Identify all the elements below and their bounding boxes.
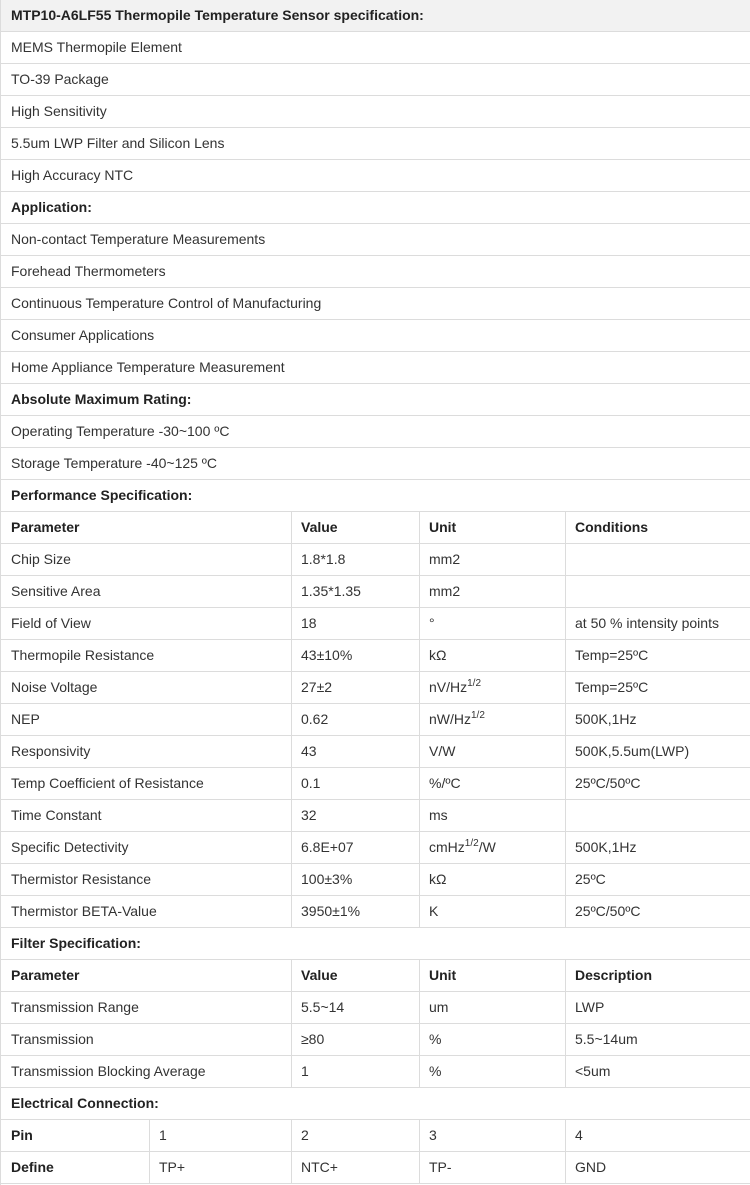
application-item: Continuous Temperature Control of Manufacturing: [11, 295, 322, 311]
unit-cell: [419, 800, 565, 831]
filter-heading-row: [1, 928, 750, 960]
conditions-cell: 25ºC: [575, 871, 606, 887]
performance-table-row: [1, 896, 750, 928]
filter-table-row: [1, 1024, 750, 1056]
feature-row: [1, 64, 750, 96]
unit-cell: [419, 576, 565, 607]
performance-table-row: [1, 864, 750, 896]
performance-column-header: Parameter: [11, 519, 80, 535]
unit-cell: [419, 544, 565, 575]
filter-heading: Filter Specification:: [11, 935, 141, 951]
performance-table-row: [1, 608, 750, 640]
parameter-cell: Specific Detectivity: [11, 839, 129, 855]
pin-number: 4: [575, 1127, 583, 1143]
value-cell: 0.1: [301, 775, 321, 791]
unit-cell: [419, 768, 565, 799]
define-row: [1, 1152, 750, 1184]
parameter-cell: Noise Voltage: [11, 679, 98, 695]
conditions-cell: 25ºC/50ºC: [575, 775, 641, 791]
performance-table-row: [1, 672, 750, 704]
performance-column-header: Unit: [429, 519, 457, 535]
conditions-cell: Temp=25ºC: [575, 679, 649, 695]
define-label: Define: [11, 1159, 54, 1175]
conditions-cell: 25ºC/50ºC: [575, 903, 641, 919]
unit-text: ms: [429, 807, 448, 823]
value-cell: 18: [301, 615, 317, 631]
parameter-cell: Chip Size: [11, 551, 71, 567]
unit-superscript: 1/2: [471, 710, 485, 721]
performance-heading: Performance Specification:: [11, 487, 193, 503]
application-row: [1, 224, 750, 256]
performance-table-row: [1, 736, 750, 768]
feature-item: MEMS Thermopile Element: [11, 39, 182, 55]
performance-column-header: Conditions: [575, 519, 649, 535]
filter-column-header: Description: [575, 967, 653, 983]
spec-title-row: [1, 0, 750, 32]
value-cell: 32: [301, 807, 317, 823]
value-cell: 43: [301, 743, 317, 759]
description-cell: 5.5~14um: [575, 1031, 638, 1047]
unit-text: kΩ: [429, 647, 447, 663]
unit-text: K: [429, 903, 439, 919]
performance-heading-row: [1, 480, 750, 512]
parameter-cell: Transmission: [11, 1031, 94, 1047]
spec-title: MTP10-A6LF55 Thermopile Temperature Sensor specification:: [11, 7, 424, 23]
performance-column-header: Value: [301, 519, 338, 535]
unit-superscript: 1/2: [464, 838, 479, 849]
feature-item: High Accuracy NTC: [11, 167, 134, 183]
application-row: [1, 288, 750, 320]
performance-header-row: [1, 512, 750, 544]
application-item: Forehead Thermometers: [11, 263, 166, 279]
pin-label: Pin: [11, 1127, 33, 1143]
application-item: Consumer Applications: [11, 327, 155, 343]
value-cell: 27±2: [301, 679, 333, 695]
value-cell: ≥80: [301, 1031, 325, 1047]
unit-text: mm2: [429, 583, 461, 599]
unit-cell: [419, 704, 565, 735]
unit-cell: um: [429, 999, 449, 1015]
parameter-cell: NEP: [11, 711, 40, 727]
absolute-max-row: [1, 416, 750, 448]
unit-text: cmHz: [429, 839, 465, 855]
unit-text: °: [429, 615, 435, 631]
parameter-cell: Transmission Range: [11, 999, 139, 1015]
parameter-cell: Sensitive Area: [11, 583, 101, 599]
unit-cell: [419, 640, 565, 671]
conditions-cell: Temp=25ºC: [575, 647, 649, 663]
value-cell: 100±3%: [301, 871, 353, 887]
value-cell: 1.35*1.35: [301, 583, 361, 599]
performance-table-row: [1, 704, 750, 736]
performance-table-row: [1, 576, 750, 608]
absolute-max-heading-row: [1, 384, 750, 416]
conditions-cell: at 50 % intensity points: [575, 615, 719, 631]
feature-row: [1, 160, 750, 192]
feature-item: High Sensitivity: [11, 103, 107, 119]
performance-table-row: [1, 832, 750, 864]
filter-table-row: [1, 992, 750, 1024]
feature-item: 5.5um LWP Filter and Silicon Lens: [11, 135, 225, 151]
pin-number: 3: [429, 1127, 437, 1143]
pin-number: 1: [159, 1127, 167, 1143]
conditions-cell: [565, 544, 750, 575]
unit-text: nV/Hz: [429, 679, 468, 695]
parameter-cell: Transmission Blocking Average: [11, 1063, 206, 1079]
performance-table-row: [1, 544, 750, 576]
value-cell: 1.8*1.8: [301, 551, 346, 567]
parameter-cell: Temp Coefficient of Resistance: [11, 775, 204, 791]
value-cell: 3950±1%: [301, 903, 361, 919]
parameter-cell: Responsivity: [11, 743, 91, 759]
unit-text: nW/Hz: [429, 711, 471, 727]
unit-cell: [419, 672, 565, 703]
application-row: [1, 320, 750, 352]
performance-table-row: [1, 640, 750, 672]
electrical-heading: Electrical Connection:: [11, 1095, 159, 1111]
filter-table-row: [1, 1056, 750, 1088]
unit-text: kΩ: [429, 871, 447, 887]
filter-column-header: Value: [301, 967, 338, 983]
pin-define: TP+: [159, 1159, 186, 1175]
unit-superscript: 1/2: [467, 678, 482, 689]
value-cell: 43±10%: [301, 647, 353, 663]
feature-row: [1, 96, 750, 128]
unit-cell: [419, 896, 565, 927]
absolute-max-row: [1, 448, 750, 480]
parameter-cell: Time Constant: [11, 807, 102, 823]
conditions-cell: [565, 800, 750, 831]
unit-cell: [419, 736, 565, 767]
pin-row: [1, 1120, 750, 1152]
absolute-max-item: Operating Temperature -30~100 ºC: [11, 423, 230, 439]
value-cell: 0.62: [301, 711, 329, 727]
feature-row: [1, 128, 750, 160]
application-item: Non-contact Temperature Measurements: [11, 231, 266, 247]
unit-cell: [419, 608, 565, 639]
unit-cell: %: [429, 1031, 442, 1047]
conditions-cell: [565, 576, 750, 607]
parameter-cell: Field of View: [11, 615, 91, 631]
application-heading: Application:: [11, 199, 92, 215]
application-item: Home Appliance Temperature Measurement: [11, 359, 285, 375]
description-cell: <5um: [575, 1063, 611, 1079]
parameter-cell: Thermistor BETA-Value: [11, 903, 157, 919]
filter-column-header: Parameter: [11, 967, 80, 983]
conditions-cell: 500K,1Hz: [575, 839, 637, 855]
performance-table-row: [1, 800, 750, 832]
pin-define: NTC+: [301, 1159, 338, 1175]
pin-define: TP-: [429, 1159, 452, 1175]
unit-suffix: /W: [478, 839, 496, 855]
unit-cell: [419, 864, 565, 895]
feature-row: [1, 32, 750, 64]
parameter-cell: Thermopile Resistance: [11, 647, 155, 663]
absolute-max-heading: Absolute Maximum Rating:: [11, 391, 192, 407]
electrical-heading-row: [1, 1088, 750, 1120]
application-row: [1, 352, 750, 384]
unit-text: %/ºC: [429, 775, 461, 791]
unit-text: mm2: [429, 551, 461, 567]
feature-item: TO-39 Package: [11, 71, 109, 87]
value-cell: 1: [301, 1063, 309, 1079]
value-cell: 6.8E+07: [301, 839, 354, 855]
parameter-cell: Thermistor Resistance: [11, 871, 152, 887]
filter-header-row: [1, 960, 750, 992]
application-heading-row: [1, 192, 750, 224]
conditions-cell: 500K,5.5um(LWP): [575, 743, 690, 759]
pin-define: GND: [575, 1159, 607, 1175]
absolute-max-item: Storage Temperature -40~125 ºC: [11, 455, 218, 471]
value-cell: 5.5~14: [301, 999, 345, 1015]
filter-column-header: Unit: [429, 967, 457, 983]
pin-number: 2: [301, 1127, 309, 1143]
unit-cell: %: [429, 1063, 442, 1079]
application-row: [1, 256, 750, 288]
conditions-cell: 500K,1Hz: [575, 711, 637, 727]
unit-cell: [419, 832, 565, 863]
performance-table-row: [1, 768, 750, 800]
unit-text: V/W: [429, 743, 456, 759]
description-cell: LWP: [575, 999, 605, 1015]
